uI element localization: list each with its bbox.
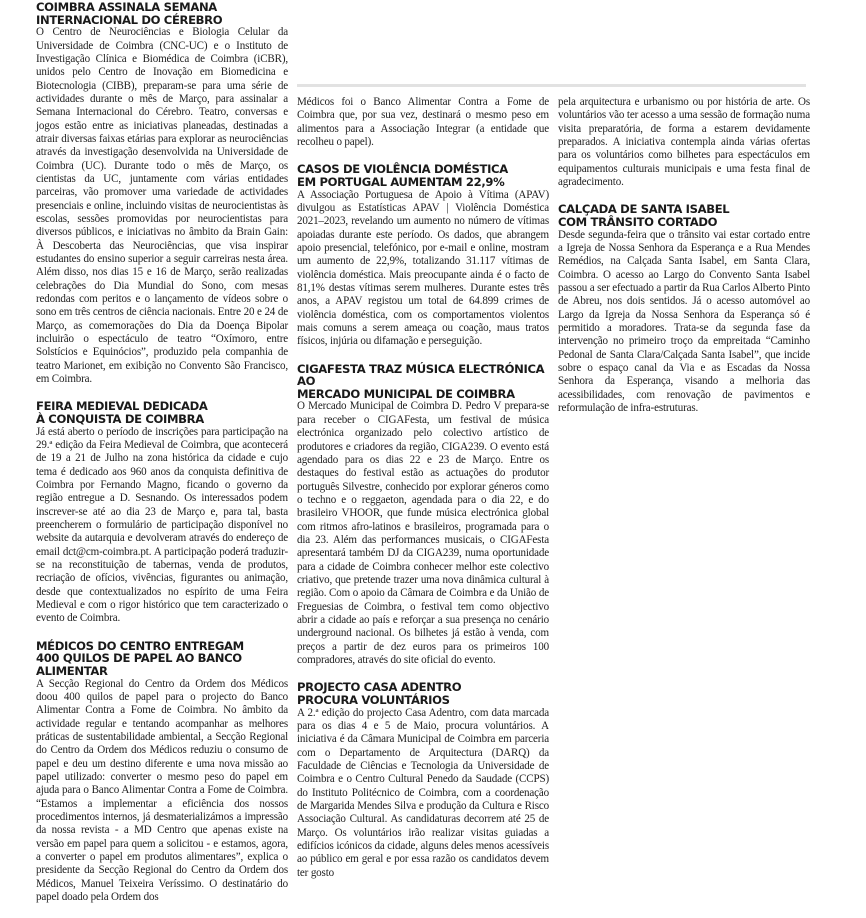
headline-line-1: CALÇADA DE SANTA ISABEL	[558, 202, 730, 217]
article-body: Já está aberto o período de inscrições para participação na 29.ª edição da Feira Medieval de Coimbra, que acontecerá de 19 a 21 de Julho na zona histórica da cidade e cujo tema é dedicado aos 960 anos da conquista definitiva de Coimbra por Fernando Magno, ficando o governo da região entregue a D. Sesnando. Os interessados podem inscrever-se até ao dia 23 de Março e, para tal, basta preencherem o formulário de participação disponível no website da autarquia e devolveram através do endereço de email dct@cm-coimbra.pt. A participação poderá traduzir-se na reconstituição de tabernas, venda de produtos, recriação de ofícios, vivências, figurantes ou animação, desde que contextualizados no espírito de uma Feira Medieval e com o rigor histórico que tem caracterizado o evento de Coimbra.	[36, 425, 288, 625]
headline-line-1: CIGAFESTA TRAZ MÚSICA ELECTRÓNICA AO	[297, 361, 545, 389]
headline-line-2: INTERNACIONAL DO CÉREBRO	[36, 12, 223, 27]
headline-line-1: CASOS DE VIOLÊNCIA DOMÉSTICA	[297, 162, 508, 177]
headline-line-1: MÉDICOS DO CENTRO ENTREGAM	[36, 638, 244, 653]
article-headline	[297, 363, 549, 401]
article-body: A 2.ª edição do projecto Casa Adentro, com data marcada para os dias 4 e 5 de Maio, procura voluntários. A iniciativa é da Câmara Municipal de Coimbra em parceria com o Departamento de Arquitectura (DARQ) da Faculdade de Ciências e Tecnologia da Universidade de Coimbra e o Centro Cultural Penedo da Saudade (CCPS) do Instituto Politécnico de Coimbra, com a coordenação de Margarida Mendes Silva e produção da Cultura e Risco Associação Cultural. As candidaturas decorrem até 25 de Março. Os voluntários irão realizar visitas guiadas a edifícios icónicos da cidade, alguns deles menos acessíveis ao público em geral e por essa razão os candidatos devem ter gosto	[297, 706, 549, 879]
headline-line-2: À CONQUISTA DE COIMBRA	[36, 412, 204, 427]
article-casa-adentro-continued	[558, 96, 810, 189]
article-semana-cerebro	[36, 1, 288, 386]
article-body: A Secção Regional do Centro da Ordem dos Médicos doou 400 quilos de papel para o projecto do Banco Alimentar Contra a Fome de Coimbra. No âmbito da actividade regular e tentando acompanhar as melhores práticas de sustentabilidade ambiental, a Secção Regional do Centro da Ordem dos Médicos reduziu o consumo de papel e deu um destino diferente e uma nova missão ao papel utilizado: converter o mesmo peso do papel em ajuda para o Banco Alimentar Contra a Fome de Coimbra. “Estamos a implementar a eficiência dos nossos procedimentos internos, já desmaterializámos a impressão da nossa revista - a MD Centro que apenas existe na versão em papel para quem a solicitou - e estamos, agora, a converter o papel em produtos alimentares”, explica o presidente da Secção Regional do Centro da Ordem dos Médicos, Manuel Teixeira Veríssimo. O destinatário do papel doado pela Ordem dos	[36, 677, 288, 904]
article-headline	[558, 203, 810, 228]
article-body: O Centro de Neurociências e Biologia Celular da Universidade de Coimbra (CNC-UC) e o Instituto de Investigação Clínica e Biomédica de Coimbra (iCBR), unidos pelo Centro de Inovação em Biomedicina e Biotecnologia (CIBB), preparam-se para uma série de actividades durante o mês de Março, para assinalar a Semana Internacional do Cérebro. Teatro, conversas e jogos estão entre as iniciativas planeadas, destinadas a atrair diversas faixas etárias para explorar as neurociências através da investigação desenvolvida na Universidade de Coimbra (UC). Durante todo o mês de Março, os cientistas da UC, juntamente com várias entidades parceiras, vão promover uma variedade de actividades presenciais e online, incluindo visitas de neurocientistas às escolas, sessões promovidas por neurocientistas para diversos públicos, e iniciativas no âmbito da Brain Gain: À Descoberta das Neurociências, que visa inspirar estudantes do ensino superior a seguir carreiras nesta área. Além disso, nos dias 15 e 16 de Março, serão realizadas celebrações do Dia Mundial do Sono, com mesas redondas com peritos e o lançamento de vídeos sobre o sono em três centros de ciência nacionais. Entre 20 e 24 de Março, as comemorações do Dia da Doença Bipolar incluirão o espectáculo de teatro “Oxímoro, entre Solstícios e Equinócios”, produzido pela companhia de teatro Marionet, em exibição no Convento São Francisco, em Coimbra.	[36, 26, 288, 386]
headline-line-2: EM PORTUGAL AUMENTAM 22,9%	[297, 174, 505, 189]
column-2	[297, 96, 549, 894]
headline-line-2: 400 QUILOS DE PAPEL AO BANCO ALIMENTAR	[36, 651, 242, 678]
headline-line-2: COM TRÂNSITO CORTADO	[558, 215, 718, 229]
headline-line-1: PROJECTO CASA ADENTRO	[297, 680, 462, 695]
article-body-continued: pela arquitectura e urbanismo ou por história de arte. Os voluntários vão ter acesso a uma sessão de formação numa visita preparatória, de forma a estarem devidamente preparados. A iniciativa contempla ainda várias ofertas para os voluntários como bilhetes para espectáculos em equipamentos culturais municipais e uma festa final de agradecimento.	[558, 96, 810, 189]
headline-line-1: FEIRA MEDIEVAL DEDICADA	[36, 399, 208, 414]
article-headline	[297, 163, 549, 188]
article-body: O Mercado Municipal de Coimbra D. Pedro V prepara-se para receber o CIGAFesta, um festival de música electrónica organizado pelo colectivo artístico de produtores e criadores da região, CIGA239. O evento está agendado para os dias 22 e 23 de Março. Entre os destaques do festival estão as actuações do produtor português Silvestre, conhecido por explorar géneros como o techno e o reggaeton, agendada para o dia 22, e do brasileiro VHOOR, que funde música electrónica global com ritmos afro-latinos e brasileiros, programada para o dia 23. Além das performances musicais, o CIGAFesta apresentará também DJ da CIGA239, numa oportunidade para a cidade de Coimbra conhecer melhor este colectivo criativo, que pretende trazer uma nova dinâmica cultural à região. Com o apoio da Câmara de Coimbra e da União de Freguesias de Coimbra, o festival tem como objectivo abrir a cidade ao país e reforçar a sua presença no cenário underground nacional. Os bilhetes já estão à venda, com preços a partir de dez euros para os primeiros 100 compradores, através do site oficial do evento.	[297, 400, 549, 666]
article-cigafesta	[297, 363, 549, 668]
article-body: Desde segunda-feira que o trânsito vai estar cortado entre a Igreja de Nossa Senhora da Esperança e a Rua Mendes Remédios, na Calçada Santa Isabel, em Santa Clara, Coimbra. O acesso ao Largo do Convento Santa Isabel passou a ser efectuado a partir da Rua Carlos Alberto Pinto de Abreu, nos dois sentidos. Já o acesso automóvel ao Largo da Igreja da Nossa Senhora da Esperança só é permitido a moradores. Trata-se da segunda fase da intervenção no primeiro troço da empreitada “Caminho Pedonal de Santa Clara/Calçada Santa Isabel”, que incide sobre o espaço canal da Via e as Escadas da Nossa Senhora da Esperança, visando a melhoria das acessibilidades, com renovação de pavimentos e reformulação de infra-estruturas.	[558, 228, 810, 415]
article-headline	[297, 681, 549, 706]
article-casa-adentro	[297, 681, 549, 880]
headline-line-1: COIMBRA ASSINALA SEMANA	[36, 0, 217, 14]
article-headline	[36, 640, 288, 678]
article-violencia-domestica	[297, 163, 549, 348]
article-body-continued: Médicos foi o Banco Alimentar Contra a Fome de Coimbra que, por sua vez, destinará o mesmo peso em alimentos para a Associação Integrar (a entidade que recolheu o papel).	[297, 96, 549, 149]
column-1	[36, 0, 288, 918]
headline-line-2: PROCURA VOLUNTÁRIOS	[297, 692, 450, 707]
article-headline	[36, 1, 288, 26]
article-medicos-papel	[36, 640, 288, 905]
article-feira-medieval	[36, 400, 288, 625]
column-divider-rule	[297, 84, 806, 87]
headline-line-2: MERCADO MUNICIPAL DE COIMBRA	[297, 386, 515, 401]
article-calcada-santa-isabel	[558, 203, 810, 415]
article-medicos-papel-continued	[297, 96, 549, 149]
article-headline	[36, 400, 288, 425]
column-3	[558, 96, 810, 429]
article-body: A Associação Portuguesa de Apoio à Vítima (APAV) divulgou as Estatísticas APAV | Violência Doméstica 2021–2023, revelando um aumento no número de vítimas apoiadas durante este período. Os dados, que abrangem apoio presencial, telefónico, por e-mail e online, mostram um aumento de 22,9%, totalizando 31.117 vítimas de violência doméstica. Mais preocupante ainda é o facto de 81,1% destas vítimas serem mulheres. Durante estes três anos, a APAV registou um total de 64.899 crimes de violência doméstica, com os comportamentos violentos mais comuns a serem ameaça ou coação, maus tratos físicos, injúria ou difamação e perseguição.	[297, 188, 549, 348]
